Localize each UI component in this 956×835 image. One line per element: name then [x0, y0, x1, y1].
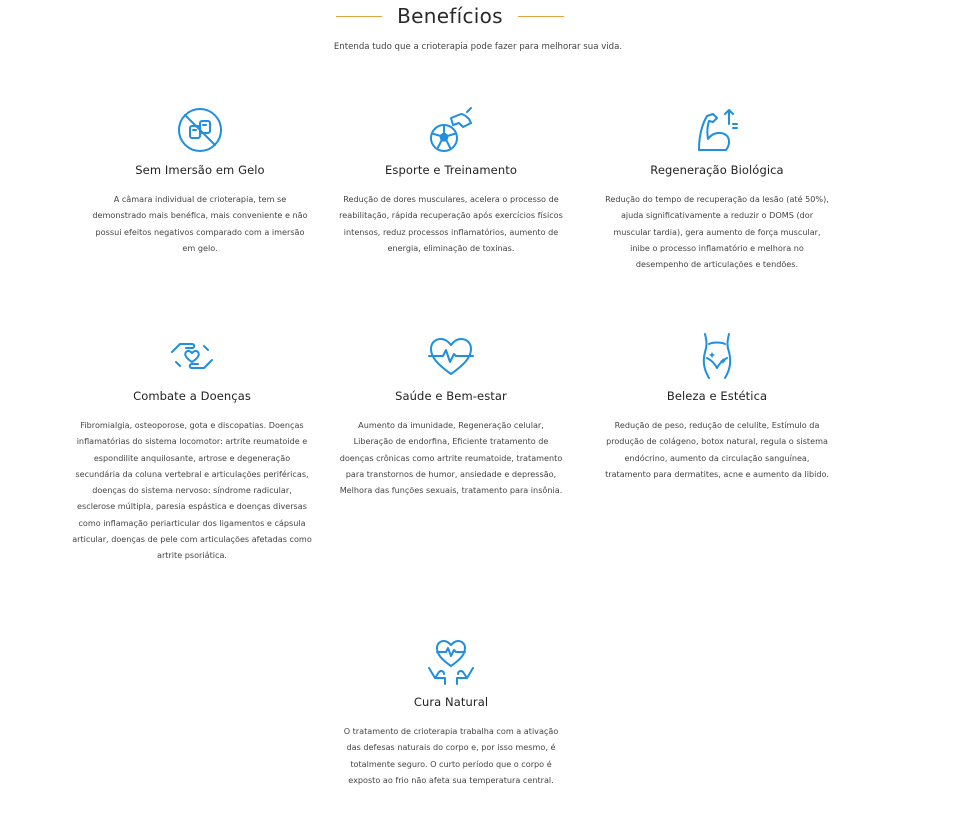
caring-hands-heart-icon	[168, 332, 216, 380]
title-decoration-line-right	[518, 16, 564, 17]
benefit-title: Cura Natural	[413, 695, 489, 709]
benefit-title: Combate a Doenças	[133, 389, 251, 403]
benefit-card-natural-cure	[335, 638, 567, 788]
benefit-text: Fibromialgia, osteoporose, gota e discopatias. Doenças inflamatórias do sistema locomotor: artrite reumatoide e espondilite anquilosante, artrose e degeneração secundária da coluna vertebral e articulações periféricas, doenças do sistema nervoso: síndrome radicular, esclerose múltipla, paresia espástica e doenças diversas como inflamação periarticular dos ligamentos e cápsula articular, doenças de pele com articulações afetadas como artrite psoriática.	[72, 420, 312, 561]
title-row	[0, 4, 956, 30]
benefit-title: Regeneração Biológica	[650, 163, 784, 177]
section-title: Benefícios	[397, 4, 503, 28]
benefit-card-regeneration	[601, 106, 833, 272]
no-ice-icon	[176, 106, 224, 154]
benefit-title: Esporte e Treinamento	[385, 163, 517, 177]
muscle-arm-icon	[693, 106, 741, 154]
benefit-title: Sem Imersão em Gelo	[135, 163, 265, 177]
benefit-title: Beleza e Estética	[666, 389, 768, 403]
title-decoration-line-left	[336, 16, 382, 17]
benefit-card-sports	[335, 106, 567, 256]
benefit-text: Redução de dores musculares, acelera o processo de reabilitação, rápida recuperação após exercícios físicos intensos, reduz processos inflamatórios, aumento de energia, eliminação de toxinas.	[339, 194, 563, 253]
benefit-text: Redução de peso, redução de celulite, Estímulo da produção de colágeno, botox natural, regula o sistema endócrino, aumento da circulação sanguínea, tratamento para dermatites, acne e aumento da libido.	[605, 420, 829, 479]
benefit-text: Redução do tempo de recuperação da lesão (até 50%), ajuda significativamente a reduzir o DOMS (dor muscular tardia), gera aumento de força muscular, inibe o processo inflamatório e melhora no desempenho de articulações e tendões.	[605, 194, 829, 270]
benefit-text: A câmara individual de crioterapia, tem se demonstrado mais benéfica, mais conveniente e não possui efeitos negativos comparado com a imersão em gelo.	[92, 194, 308, 253]
benefit-card-no-ice	[84, 106, 316, 256]
hands-heartbeat-icon	[427, 638, 475, 686]
sports-ball-icon	[427, 106, 475, 154]
benefit-title: Saúde e Bem-estar	[395, 389, 507, 403]
section-subtitle: Entenda tudo que a crioterapia pode fazer para melhorar sua vida.	[333, 42, 623, 52]
benefit-card-health	[335, 332, 567, 498]
benefits-header	[0, 0, 956, 60]
benefit-text: O tratamento de crioterapia trabalha com a ativação das defesas naturais do corpo e, por isso mesmo, é totalmente seguro. O curto período que o corpo é exposto ao frio não afeta sua temperatura central.	[343, 726, 559, 785]
body-silhouette-icon	[693, 332, 741, 380]
benefit-card-diseases	[68, 332, 316, 564]
benefit-card-beauty	[601, 332, 833, 482]
heartbeat-icon	[427, 332, 475, 380]
benefit-text: Aumento da imunidade, Regeneração celular, Liberação de endorfina, Eficiente tratamento de doenças crônicas como artrite reumatoide, tratamento para transtornos de humor, ansiedade e depressão, Melhora das funções sexuais, tratamento para insônia.	[339, 420, 563, 496]
